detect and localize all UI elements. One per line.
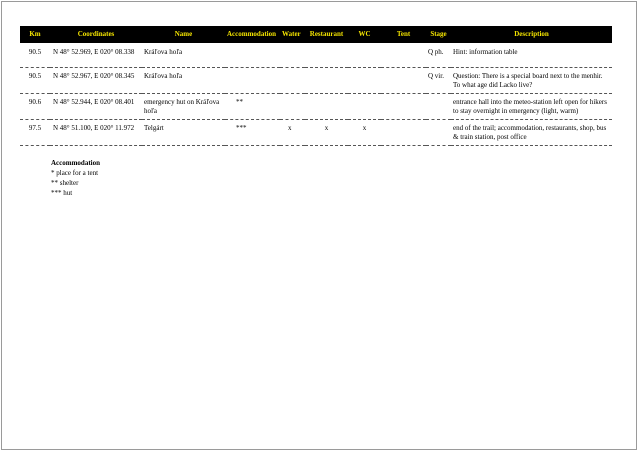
table-row <box>20 43 612 68</box>
cell-description: Hint: information table <box>451 43 612 68</box>
cell-tent <box>381 68 426 94</box>
table-row <box>20 68 612 94</box>
legend-title: Accommodation <box>51 159 100 167</box>
cell-restaurant <box>305 94 348 120</box>
accommodation-legend <box>51 158 100 198</box>
header-tent: Tent <box>396 30 411 38</box>
legend-item: *** hut <box>51 189 73 197</box>
header-restaurant: Restaurant <box>309 30 344 38</box>
header-stage: Stage <box>430 30 447 38</box>
cell-description: entrance hall into the meteo-station left open for hikers to stay overnight in emergency (light, warm) <box>451 94 612 120</box>
cell-accommodation <box>225 43 280 68</box>
cell-restaurant: x <box>305 120 348 146</box>
legend-item: * place for a tent <box>51 169 99 177</box>
cell-tent <box>381 94 426 120</box>
header-accommodation: Accommodation <box>227 30 276 38</box>
cell-description: Question: There is a special board next to the menhir. To what age did Lacko live? <box>451 68 612 94</box>
cell-accommodation: ** <box>225 94 280 120</box>
header-water: Water <box>282 30 301 38</box>
cell-coordinates: N 48° 52.944, E 020° 08.401 <box>50 94 142 120</box>
cell-name: Kráľova hoľa <box>142 68 225 94</box>
cell-coordinates: N 48° 51.100, E 020° 11.972 <box>50 120 142 146</box>
cell-water <box>280 68 305 94</box>
header-name: Name <box>174 30 193 38</box>
table-row <box>20 94 612 120</box>
header-wc: WC <box>358 30 371 38</box>
cell-stage: Q ph. <box>426 43 451 68</box>
route-table <box>20 26 612 146</box>
legend-item: ** shelter <box>51 179 79 187</box>
cell-km: 90.6 <box>20 94 50 120</box>
table-body <box>20 43 612 146</box>
cell-name: emergency hut on Kráľova hoľa <box>142 94 225 120</box>
cell-name: Telgárt <box>142 120 225 146</box>
cell-name: Kráľova hoľa <box>142 43 225 68</box>
cell-wc <box>348 94 381 120</box>
cell-km: 90.5 <box>20 43 50 68</box>
cell-km: 90.5 <box>20 68 50 94</box>
cell-accommodation <box>225 68 280 94</box>
cell-wc <box>348 68 381 94</box>
table-row <box>20 120 612 146</box>
cell-water <box>280 43 305 68</box>
cell-description: end of the trail; accommodation, restaurants, shop, bus & train station, post office <box>451 120 612 146</box>
cell-coordinates: N 48° 52.969, E 020° 08.338 <box>50 43 142 68</box>
header-km: Km <box>29 30 41 38</box>
header-coordinates: Coordinates <box>77 30 115 38</box>
cell-restaurant <box>305 68 348 94</box>
cell-stage <box>426 120 451 146</box>
cell-accommodation: *** <box>225 120 280 146</box>
cell-wc: x <box>348 120 381 146</box>
cell-stage <box>426 94 451 120</box>
table-header <box>20 26 612 43</box>
header-description: Description <box>514 30 549 38</box>
cell-restaurant <box>305 43 348 68</box>
document-page <box>20 26 612 146</box>
cell-tent <box>381 43 426 68</box>
cell-stage: Q vir. <box>426 68 451 94</box>
cell-km: 97.5 <box>20 120 50 146</box>
cell-water <box>280 94 305 120</box>
cell-coordinates: N 48° 52.967, E 020° 08.345 <box>50 68 142 94</box>
cell-wc <box>348 43 381 68</box>
cell-tent <box>381 120 426 146</box>
header-row <box>20 26 612 43</box>
cell-water: x <box>280 120 305 146</box>
